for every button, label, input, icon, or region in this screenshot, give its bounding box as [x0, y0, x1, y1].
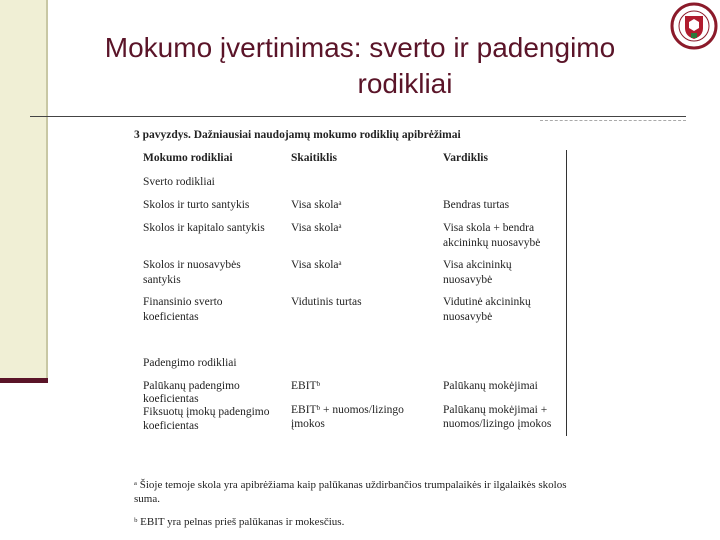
row-name: Fiksuotų įmokų padengimo	[143, 406, 270, 418]
row-numerator: Visa skolaᵃ	[291, 259, 342, 271]
row-name: koeficientas	[143, 420, 199, 432]
row-denominator: nuosavybė	[443, 274, 493, 286]
row-denominator: Visa akcininkų	[443, 259, 512, 271]
row-name: Palūkanų padengimo	[143, 380, 240, 392]
row-denominator: Bendras turtas	[443, 199, 510, 211]
slide-title-line2: rodikliai	[357, 68, 453, 99]
column-divider	[566, 150, 567, 436]
footnote-a: ᵃ Šioje temoje skola yra apibrėžiama kaip palūkanas uždirbančios trumpalaikės ir ilgalaikės skolos	[134, 479, 567, 491]
row-numerator: įmokos	[291, 418, 325, 430]
row-name: Skolos ir turto santykis	[143, 199, 250, 211]
row-name: Skolos ir kapitalo santykis	[143, 222, 265, 234]
row-name: koeficientas	[143, 393, 199, 405]
row-denominator: nuosavybė	[443, 311, 493, 323]
header-skaitiklis: Skaitiklis	[291, 152, 338, 164]
row-name: koeficientas	[143, 311, 199, 323]
header-rodikliai: Mokumo rodikliai	[143, 152, 233, 164]
row-name: Skolos ir nuosavybės	[143, 259, 241, 271]
header-vardiklis: Vardiklis	[443, 152, 488, 164]
row-denominator: Visa skola + bendra	[443, 222, 535, 234]
section-leverage: Sverto rodikliai	[143, 176, 215, 188]
row-denominator: akcininkų nuosavybė	[443, 237, 541, 249]
footnote-a-cont: suma.	[134, 493, 160, 505]
slide-title-line1: Mokumo įvertinimas: sverto ir padengimo	[104, 32, 616, 63]
row-denominator: Vidutinė akcininkų	[443, 296, 531, 308]
row-denominator: Palūkanų mokėjimai	[443, 380, 538, 392]
row-numerator: Visa skolaᵃ	[291, 199, 342, 211]
section-coverage: Padengimo rodikliai	[143, 357, 237, 369]
row-denominator: Palūkanų mokėjimai +	[443, 404, 548, 416]
row-numerator: EBITᵇ	[291, 380, 321, 392]
row-numerator: Visa skolaᵃ	[291, 222, 342, 234]
table-caption: 3 pavyzdys. Dažniausiai naudojamų mokumo rodiklių apibrėžimai	[134, 129, 461, 141]
row-denominator: nuomos/lizingo įmokos	[443, 418, 552, 430]
row-numerator: EBITᵇ + nuomos/lizingo	[291, 404, 404, 416]
footnote-b: ᵇ EBIT yra pelnas prieš palūkanas ir mokesčius.	[134, 516, 345, 528]
row-name: santykis	[143, 274, 181, 286]
row-name: Finansinio sverto	[143, 296, 223, 308]
row-numerator: Vidutinis turtas	[291, 296, 362, 308]
